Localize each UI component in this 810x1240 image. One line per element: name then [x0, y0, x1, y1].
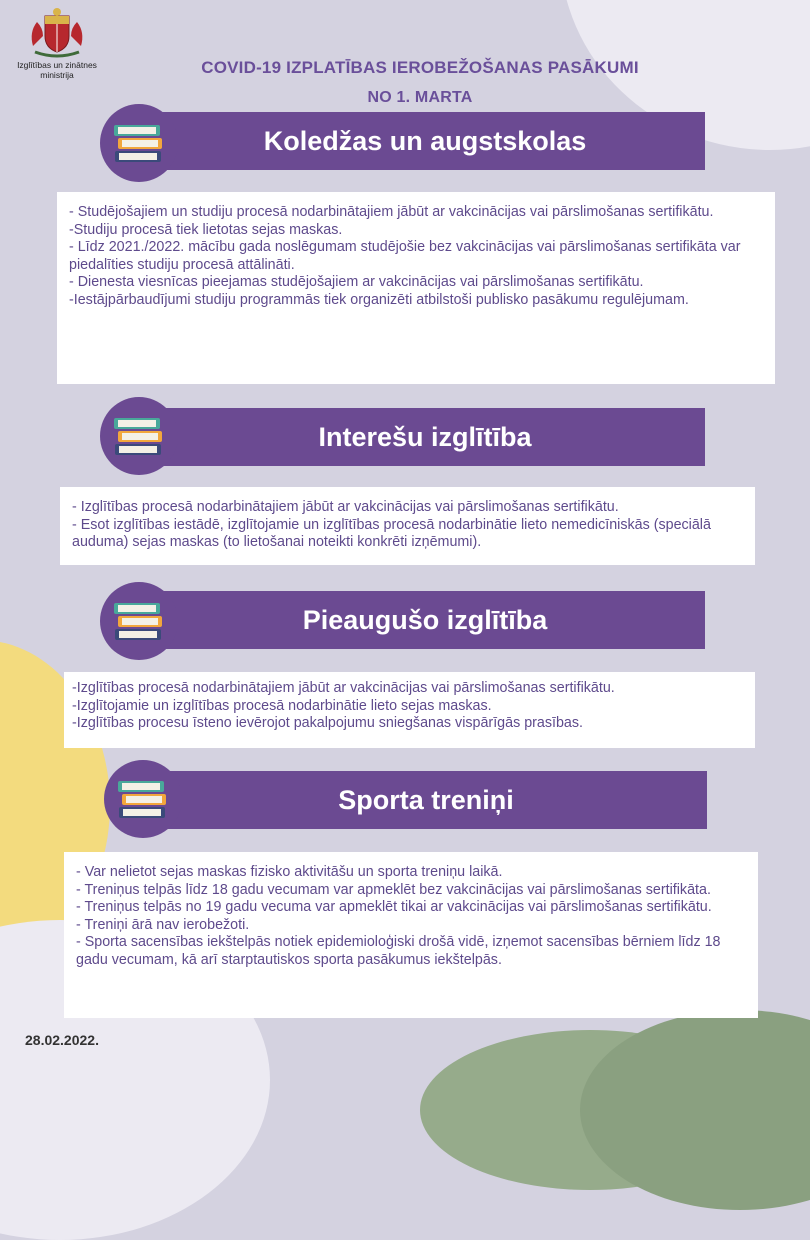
books-icon	[112, 599, 166, 643]
section-banner-interest-education	[145, 408, 705, 466]
section-text-box	[64, 672, 755, 748]
list-item: - Var nelietot sejas maskas fizisko aktivitāšu un sporta treniņu laikā.	[76, 864, 503, 880]
coat-of-arms-icon	[25, 6, 89, 58]
list-item: - Esot izglītības iestādē, izglītojamie un izglītības procesā nodarbinātie lieto nemedicīniskās (speciālā auduma) sejas maskas (to lietošanai noteikti konkrēti izņēmumi).	[72, 516, 711, 551]
ministry-logo	[8, 6, 106, 80]
section-banner-adult-education	[145, 591, 705, 649]
list-item: -Iestājpārbaudījumi studiju programmās tiek organizēti atbilstoši publisko pasākumu regulējumam.	[69, 291, 689, 308]
list-item: - Treniņus telpās līdz 18 gadu vecumam var apmeklēt bez vakcinācijas vai pārslimošanas sertifikāta.	[76, 881, 711, 898]
publication-date: 28.02.2022.	[25, 1032, 99, 1048]
books-icon	[112, 121, 166, 165]
page-subtitle: NO 1. MARTA	[367, 89, 473, 106]
section-icon-circle	[100, 582, 178, 660]
list-item: -Studiju procesā tiek lietotas sejas maskas.	[69, 221, 343, 238]
list-item: - Sporta sacensības iekštelpās notiek epidemioloģiski drošā vidē, izņemot sacensības bērniem līdz 18 gadu vecumam, kā arī starptautiskos sporta pasākumus iekštelpās.	[76, 934, 721, 968]
list-item: - Dienesta viesnīcas pieejamas studējošajiem ar vakcinācijas vai pārslimošanas sertifikātu.	[69, 274, 644, 291]
section-heading: Koledžas un augstskolas	[263, 125, 587, 156]
list-item: - Izglītības procesā nodarbinātajiem jābūt ar vakcinācijas vai pārslimošanas sertifikātu.	[72, 499, 619, 515]
page-title: COVID-19 IZPLATĪBAS IEROBEŽOŠANAS PASĀKUMI	[201, 58, 639, 77]
books-icon	[116, 777, 170, 821]
section-text-box	[57, 192, 775, 384]
logo-text-line1: Izglītības un zinātnes	[17, 60, 97, 70]
list-item: -Izglītojamie un izglītības procesā nodarbinātie lieto sejas maskas.	[72, 697, 492, 714]
section-heading: Pieaugušo izglītība	[302, 604, 548, 635]
section-icon-circle	[104, 760, 182, 838]
list-item: - Studējošajiem un studiju procesā nodarbinātajiem jābūt ar vakcinācijas vai pārslimošanas sertifikātu.	[69, 204, 714, 220]
logo-text-line2: ministrija	[40, 70, 74, 80]
section-text-box	[64, 852, 758, 1018]
section-text-box	[60, 487, 755, 565]
section-icon-circle	[100, 104, 178, 182]
list-item: -Izglītības procesā nodarbinātajiem jābūt ar vakcinācijas vai pārslimošanas sertifikātu.	[72, 680, 615, 696]
list-item: -Izglītības procesu īsteno ievērojot pakalpojumu sniegšanas vispārīgās prasības.	[72, 715, 583, 732]
list-item: - Līdz 2021./2022. mācību gada noslēgumam studējošie bez vakcinācijas vai pārslimošanas sertifikāta var piedalīties studiju procesā attālināti.	[69, 239, 741, 273]
list-item: - Treniņi ārā nav ierobežoti.	[76, 916, 250, 933]
section-heading: Interešu izglītība	[318, 421, 532, 452]
section-banner-colleges	[145, 112, 705, 170]
section-icon-circle	[100, 397, 178, 475]
section-heading: Sporta treniņi	[338, 784, 514, 815]
list-item: - Treniņus telpās no 19 gadu vecuma var apmeklēt tikai ar vakcinācijas vai pārslimošanas sertifikātu.	[76, 899, 712, 916]
section-banner-sports-training	[145, 771, 707, 829]
books-icon	[112, 414, 166, 458]
